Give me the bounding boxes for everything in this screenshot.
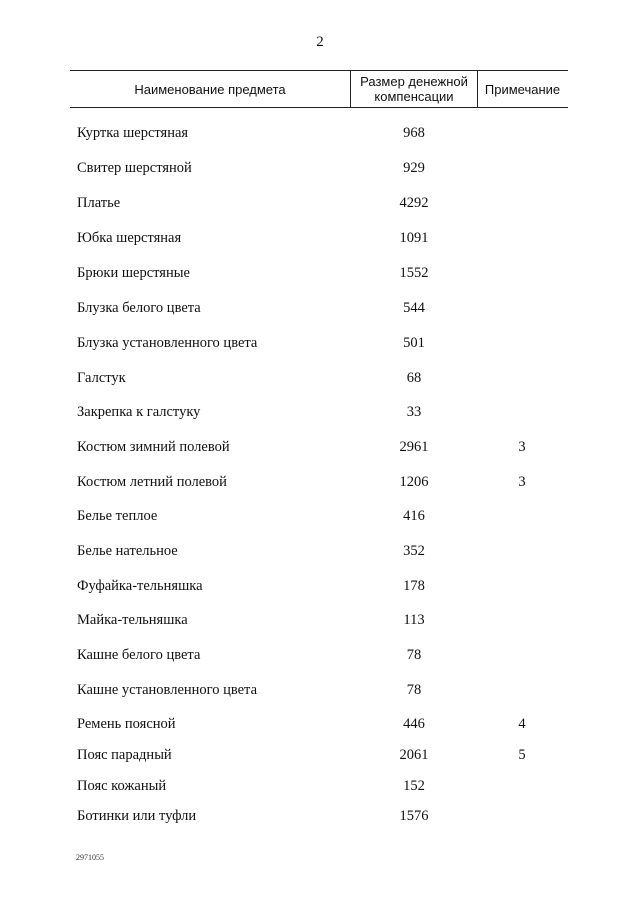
table-row xyxy=(0,160,640,180)
table-row xyxy=(0,474,640,494)
header-compensation xyxy=(350,71,478,107)
item-name: Закрепка к галстуку xyxy=(77,404,201,420)
table-row xyxy=(0,778,640,798)
compensation-value: 416 xyxy=(403,508,425,524)
item-name: Белье теплое xyxy=(77,508,158,524)
item-name: Костюм зимний полевой xyxy=(77,439,230,455)
header-item-name-label: Наименование предмета xyxy=(134,81,286,97)
item-name: Блузка белого цвета xyxy=(77,300,201,316)
table-row xyxy=(0,747,640,767)
table-header xyxy=(70,70,568,108)
item-name: Кашне установленного цвета xyxy=(77,682,258,698)
compensation-value: 178 xyxy=(403,578,425,594)
compensation-value: 4292 xyxy=(399,195,429,211)
header-item-name xyxy=(70,71,350,107)
compensation-value: 1552 xyxy=(399,265,429,281)
item-name: Пояс парадный xyxy=(77,747,172,763)
header-compensation-label: Размер денежной компенсации xyxy=(360,74,468,104)
item-name: Блузка установленного цвета xyxy=(77,335,258,351)
item-name: Ремень поясной xyxy=(77,716,176,732)
compensation-value: 78 xyxy=(406,682,422,698)
table-row xyxy=(0,682,640,702)
compensation-value: 1206 xyxy=(399,474,429,490)
item-name: Платье xyxy=(77,195,121,211)
table-row xyxy=(0,716,640,736)
note-value: 3 xyxy=(518,474,526,490)
document-code: 2971055 xyxy=(76,853,104,862)
compensation-value: 33 xyxy=(406,404,422,420)
item-name: Белье нательное xyxy=(77,543,178,559)
item-name: Брюки шерстяные xyxy=(77,265,190,281)
item-name: Юбка шерстяная xyxy=(77,230,182,246)
table-row xyxy=(0,543,640,563)
item-name: Куртка шерстяная xyxy=(77,125,189,141)
compensation-value: 1091 xyxy=(399,230,429,246)
table-row xyxy=(0,647,640,667)
note-value: 3 xyxy=(518,439,526,455)
compensation-value: 446 xyxy=(403,716,425,732)
compensation-value: 78 xyxy=(406,647,422,663)
compensation-value: 1576 xyxy=(399,808,429,824)
table-row xyxy=(0,230,640,250)
item-name: Свитер шерстяной xyxy=(77,160,192,176)
note-value: 5 xyxy=(518,747,526,763)
header-note xyxy=(477,71,568,107)
table-row xyxy=(0,370,640,390)
table-row xyxy=(0,404,640,424)
item-name: Галстук xyxy=(77,370,126,386)
table-row xyxy=(0,439,640,459)
table-row xyxy=(0,578,640,598)
page-number: 2 xyxy=(316,34,324,50)
compensation-value: 68 xyxy=(406,370,422,386)
table-row xyxy=(0,300,640,320)
item-name: Фуфайка-тельняшка xyxy=(77,578,203,594)
table-row xyxy=(0,808,640,828)
item-name: Кашне белого цвета xyxy=(77,647,201,663)
compensation-value: 929 xyxy=(403,160,425,176)
table-row xyxy=(0,508,640,528)
compensation-value: 968 xyxy=(403,125,425,141)
compensation-value: 2961 xyxy=(399,439,429,455)
header-note-label: Примечание xyxy=(484,81,561,97)
compensation-value: 544 xyxy=(403,300,425,316)
table-row xyxy=(0,612,640,632)
compensation-value: 2061 xyxy=(399,747,429,763)
compensation-value: 113 xyxy=(403,612,425,628)
compensation-value: 352 xyxy=(403,543,425,559)
compensation-value: 501 xyxy=(403,335,425,351)
item-name: Пояс кожаный xyxy=(77,778,167,794)
table-row xyxy=(0,125,640,145)
item-name: Майка-тельняшка xyxy=(77,612,188,628)
compensation-value: 152 xyxy=(403,778,425,794)
table-row xyxy=(0,195,640,215)
note-value: 4 xyxy=(518,716,526,732)
table-row xyxy=(0,265,640,285)
table-row xyxy=(0,335,640,355)
item-name: Ботинки или туфли xyxy=(77,808,197,824)
item-name: Костюм летний полевой xyxy=(77,474,227,490)
